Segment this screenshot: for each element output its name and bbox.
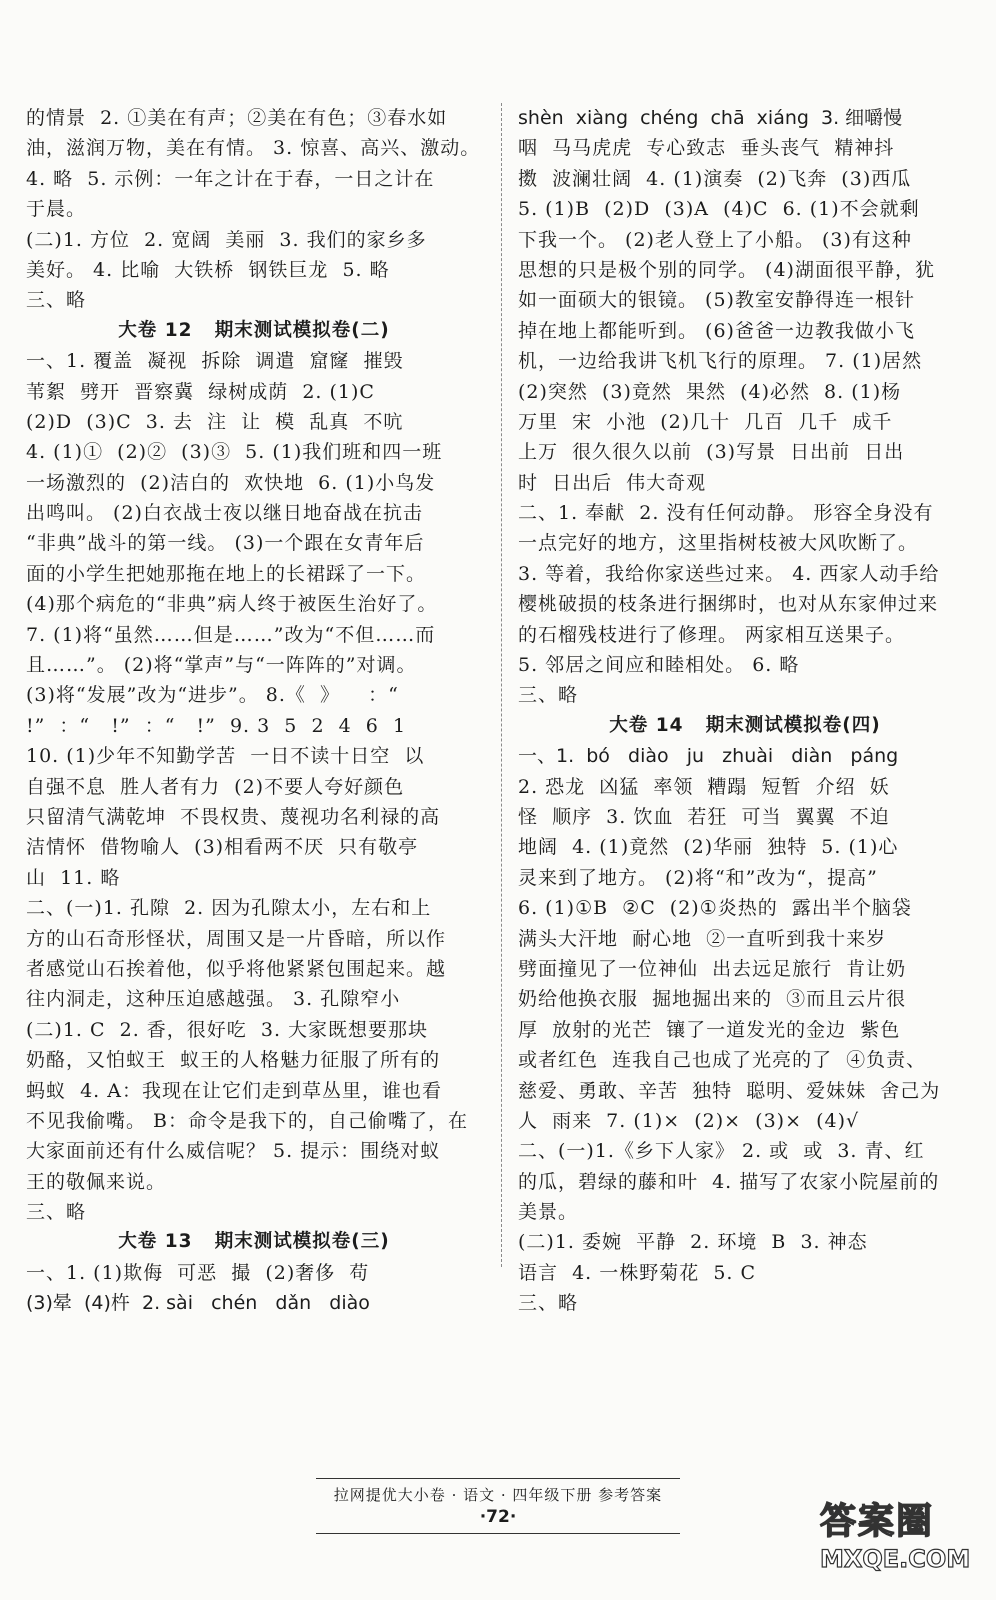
answer-line: 只留清气满乾坤 不畏权贵、蔑视功名利禄的高 — [26, 805, 441, 828]
answer-line: 且……”。 (2)将“掌声”与“一阵阵的”对调。 — [26, 654, 417, 677]
answer-line: 语言 4. 一株野菊花 5. C — [518, 1261, 757, 1284]
answer-line: 3. 等着，我给你家送些过来。 4. 西家人动手给 — [518, 562, 940, 585]
answer-line: 慈爱、勇敢、辛苦 独特 聪明、爱妹妹 舍己为 — [518, 1079, 941, 1102]
page-number: ·72· — [479, 1507, 517, 1527]
answer-line: 樱桃破损的枝条进行捆绑时，也对从东家伸过来 — [518, 593, 939, 616]
footer-title: 拉网提优大小卷 · 语文 · 四年级下册 参考答案 — [333, 1486, 663, 1504]
answer-line: (2)D (3)C 3. 去 注 让 模 乱真 不吭 — [26, 410, 404, 433]
answer-line: “非典”战斗的第一线。 (3)一个跟在女青年后 — [26, 532, 425, 555]
right-column — [518, 103, 972, 1319]
answer-line: (2)突然 (3)竟然 果然 (4)必然 8. (1)杨 — [518, 380, 902, 403]
answer-line: 咽 马马虎虎 专心致志 垂头丧气 精神抖 — [518, 137, 895, 160]
answer-line: shèn xiàng chéng chā xiáng 3. 细嚼慢 — [518, 107, 903, 129]
answer-line: 一、1. bó diào ju zhuài diàn páng — [518, 745, 899, 768]
answer-line: 一、1. 覆盖 凝视 拆除 调遣 窟窿 摧毁 — [26, 350, 404, 373]
answer-line: 4. (1)① (2)② (3)③ 5. (1)我们班和四一班 — [26, 441, 443, 464]
answer-line: 王的敬佩来说。 — [26, 1170, 167, 1193]
answer-line: 万里 宋 小池 (2)几十 几百 几千 成千 — [518, 410, 893, 433]
answer-line: 美好。 4. 比喻 大铁桥 钢铁巨龙 5. 略 — [26, 258, 390, 281]
answer-line: 劈面撞见了一位神仙 出去远足旅行 肯让奶 — [518, 957, 907, 980]
section-title: 大卷 13 期末测试模拟卷(三) — [118, 1231, 390, 1253]
answer-line: 出鸣叫。 (2)白衣战士夜以继日地奋战在抗击 — [26, 502, 423, 525]
watermark-url: MXQE.COM — [820, 1545, 971, 1573]
answer-line: 灵来到了地方。 (2)将“和”改为“，提高” — [518, 866, 878, 889]
watermark-logo — [820, 1500, 970, 1590]
answer-line: 蚂蚁 4. A：我现在让它们走到草丛里，谁也看 — [26, 1079, 442, 1102]
answer-line: 一点完好的地方，这里指树枝被大风吹断了。 — [518, 532, 919, 555]
answer-line: 7. (1)将“虽然……但是……”改为“不但……而 — [26, 623, 436, 646]
answer-line: 机，一边给我讲飞机飞行的原理。 7. (1)居然 — [518, 350, 923, 373]
answer-line: 下我一个。 (2)老人登上了小船。 (3)有这种 — [518, 228, 912, 251]
answer-line: 上万 很久很久以前 (3)写景 日出前 日出 — [518, 441, 905, 464]
answer-line: 2. 恐龙 凶猛 率领 糟蹋 短暂 介绍 妖 — [518, 775, 890, 798]
answer-line: 奶酪，又怕蚁王 蚁王的人格魅力征服了所有的 — [26, 1049, 441, 1072]
answer-line: 苇絮 劈开 晋察冀 绿树成荫 2. (1)C — [26, 380, 375, 403]
answer-line: 一、1. (1)欺侮 可恶 撮 (2)奢侈 苟 — [26, 1261, 370, 1284]
answer-line: 二、1. 奉献 2. 没有任何动静。 形容全身没有 — [518, 502, 934, 525]
answer-line: 怪 顺序 3. 饮血 若狂 可当 翼翼 不迫 — [518, 805, 890, 828]
answer-line: 三、略 — [26, 1201, 87, 1224]
answer-line: (4)那个病危的“非典”病人终于被医生治好了。 — [26, 593, 438, 616]
answer-line: 三、略 — [26, 289, 87, 312]
left-column — [26, 103, 482, 1319]
answer-line: 面的小学生把她那拖在地上的长裙踩了一下。 — [26, 562, 427, 585]
answer-line: (二)1. C 2. 香，很好吃 3. 大家既想要那块 — [26, 1018, 429, 1041]
answer-line: 不见我偷嘴。 B：命令是我下的，自己偷嘴了，在 — [26, 1109, 469, 1132]
answer-line: 4. 略 5. 示例：一年之计在于春，一日之计在 — [26, 167, 435, 190]
answer-line: 的瓜，碧绿的藤和叶 4. 描写了农家小院屋前的 — [518, 1170, 940, 1193]
answer-line: 或者红色 连我自己也成了光亮的了 ④负责、 — [518, 1049, 927, 1072]
answer-line: 地阔 4. (1)竟然 (2)华丽 独特 5. (1)心 — [518, 836, 899, 859]
answer-line: 奶给他换衣服 掘地掘出来的 ③而且云片很 — [518, 988, 907, 1011]
section-title: 大卷 14 期末测试模拟卷(四) — [609, 714, 881, 736]
answer-line: 方的山石奇形怪状，周围又是一片昏暗，所以作 — [26, 927, 447, 950]
footer-rule-bottom — [316, 1533, 680, 1534]
answer-line: 的石榴残枝进行了修理。 两家相互送果子。 — [518, 623, 906, 646]
answer-line: 油，滋润万物，美在有情。 3. 惊喜、高兴、激动。 — [26, 137, 481, 160]
answer-line: 时 日出后 伟大奇观 — [518, 471, 707, 494]
answer-line: 人 雨来 7. (1)× (2)× (3)× (4)√ — [518, 1109, 860, 1132]
answer-line: (3)晕 (4)杵 2. sài chén dǎn diào — [26, 1292, 370, 1315]
watermark-text: 答案圈 — [820, 1501, 935, 1542]
answer-line: 自强不息 胜人者有力 (2)不要人夸好颜色 — [26, 775, 405, 798]
answer-line: 大家面前还有什么威信呢？ 5. 提示：围绕对蚁 — [26, 1140, 441, 1163]
answer-line: 5. 邻居之间应和睦相处。 6. 略 — [518, 654, 800, 677]
answer-line: 如一面硕大的银镜。 (5)教室安静得连一根针 — [518, 289, 915, 312]
answer-line: 5. (1)B (2)D (3)A (4)C 6. (1)不会就剩 — [518, 198, 920, 221]
answer-line: 10. (1)少年不知勤学苦 一日不读十日空 以 — [26, 745, 425, 768]
answer-line: 者感觉山石挨着他，似乎将他紧紧包围起来。越 — [26, 957, 447, 980]
answer-line: 三、略 — [518, 1292, 579, 1315]
answer-line: 满头大汗地 耐心地 ②一直听到我十来岁 — [518, 927, 887, 950]
answer-line: 二、(一)1. 孔隙 2. 因为孔隙太小，左右和上 — [26, 897, 432, 920]
answer-line: 的情景 2. ①美在有声；②美在有色；③春水如 — [26, 107, 448, 129]
answer-line: (二)1. 方位 2. 宽阔 美丽 3. 我们的家乡多 — [26, 228, 427, 251]
answer-line: !” ：“ !” ：“ !” 9. 3 5 2 4 6 1 — [26, 714, 407, 737]
section-title: 大卷 12 期末测试模拟卷(二) — [118, 319, 390, 341]
answer-line: 一场激烈的 (2)洁白的 欢快地 6. (1)小鸟发 — [26, 471, 436, 494]
column-divider — [501, 103, 502, 1267]
answer-line: (二)1. 委婉 平静 2. 环境 B 3. 神态 — [518, 1231, 868, 1254]
answer-line: 往内洞走，这种压迫感越强。 3. 孔隙窄小 — [26, 988, 401, 1011]
answer-line: 掉在地上都能听到。 (6)爸爸一边教我做小飞 — [518, 319, 915, 342]
answer-line: 二、(一)1.《乡下人家》 2. 或 或 3. 青、红 — [518, 1140, 925, 1163]
answer-line: 思想的只是极个别的同学。 (4)湖面很平静，犹 — [518, 258, 935, 281]
answer-line: 于晨。 — [26, 198, 87, 221]
answer-line: 6. (1)①B ②C (2)①炎热的 露出半个脑袋 — [518, 897, 912, 920]
answer-line: 厚 放射的光芒 镶了一道发光的金边 紫色 — [518, 1018, 901, 1041]
answer-line: 山 11. 略 — [26, 866, 121, 889]
answer-line: 美景。 — [518, 1201, 579, 1224]
footer-rule-top — [316, 1478, 680, 1479]
answer-line: 擞 波澜壮阔 4. (1)演奏 (2)飞奔 (3)西瓜 — [518, 167, 912, 190]
answer-line: (3)将“发展”改为“进步”。 8.《 》 ：“ — [26, 684, 399, 707]
answer-line: 三、略 — [518, 684, 579, 707]
answer-line: 洁情怀 借物喻人 (3)相看两不厌 只有敬亭 — [26, 836, 419, 859]
